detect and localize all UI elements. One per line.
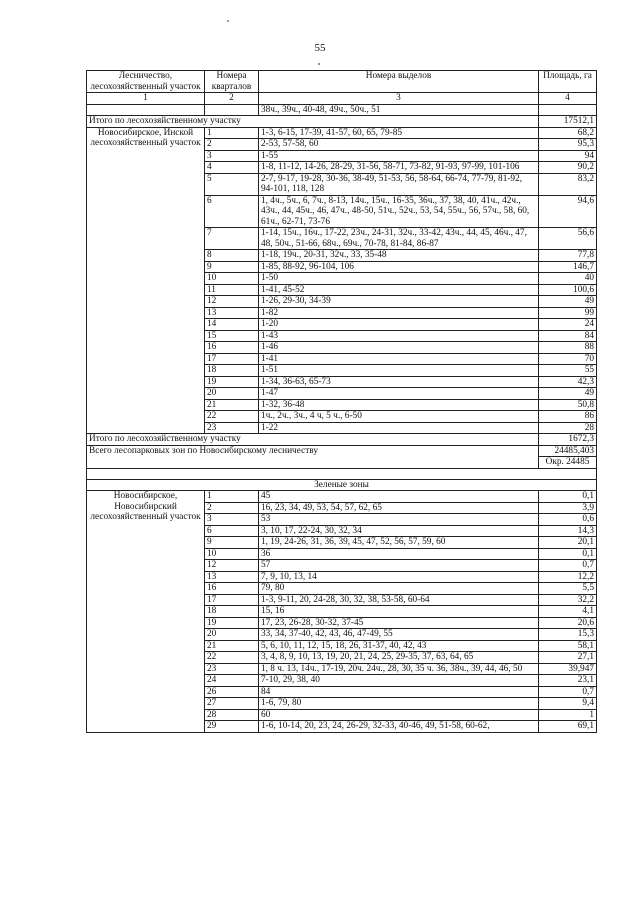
table-row: [87, 491, 597, 503]
plots-cell: 1-3, 9-11, 20, 24-28, 30, 32, 38, 53-58, 60-64: [259, 594, 539, 606]
quarter-cell: 26: [205, 686, 259, 698]
quarter-cell: 11: [205, 284, 259, 296]
area-cell: 90,2: [539, 162, 597, 174]
area-cell: 20,1: [539, 537, 597, 549]
area-cell: 49: [539, 296, 597, 308]
spacer-row: [87, 468, 597, 479]
quarter-cell: 10: [205, 548, 259, 560]
area-cell: 0,1: [539, 548, 597, 560]
area-cell: 0,7: [539, 560, 597, 572]
plots-cell: 17, 23, 26-28, 30-32, 37-45: [259, 617, 539, 629]
index-cell: 4: [539, 93, 597, 105]
plots-cell: 1-32, 36-48: [259, 399, 539, 411]
area-cell: 20,6: [539, 617, 597, 629]
quarter-cell: 20: [205, 388, 259, 400]
area-cell: 56,6: [539, 228, 597, 250]
quarter-cell: 15: [205, 330, 259, 342]
plots-cell: 1-22: [259, 422, 539, 434]
quarter-cell: 21: [205, 399, 259, 411]
quarter-cell: 3: [205, 514, 259, 526]
forestry-cell: Новосибирское, Новосибирский лесохозяйственный участок: [87, 491, 205, 733]
plots-cell: 15, 16: [259, 606, 539, 618]
area-cell: 23,1: [539, 675, 597, 687]
total-area: 1672,3: [539, 434, 597, 446]
forest-areas-table: [86, 70, 597, 733]
quarter-cell: 2: [205, 502, 259, 514]
plots-cell: 33, 34, 37-40, 42, 43, 46, 47-49, 55: [259, 629, 539, 641]
plots-cell: 3, 4, 8, 9, 10, 13, 19, 20, 21, 24, 25, 29-35, 37, 63, 64, 65: [259, 652, 539, 664]
plots-cell: 1, 4ч., 5ч., 6, 7ч., 8-13, 14ч., 15ч., 16-35, 36ч., 37, 38, 40, 41ч., 42ч., 43ч., 44, 45ч., 46, 47ч., 48-50, 51ч., 52ч., 53, 54, 55ч., 56, 57ч., 58, 60, 61ч., 62-71, 73-76: [259, 195, 539, 228]
plots-cell: 36: [259, 548, 539, 560]
quarter-cell: 22: [205, 411, 259, 423]
quarter-cell: 21: [205, 640, 259, 652]
section-title: Зеленые зоны: [87, 479, 597, 491]
index-cell: 3: [259, 93, 539, 105]
area-cell: 58,1: [539, 640, 597, 652]
plots-cell: 1-6, 79, 80: [259, 698, 539, 710]
area-cell: 1: [539, 709, 597, 721]
quarter-cell: 9: [205, 261, 259, 273]
index-cell: 2: [205, 93, 259, 105]
plots-cell: 1-3, 6-15, 17-39, 41-57, 60, 65, 79-85: [259, 127, 539, 139]
quarter-cell: 5: [205, 173, 259, 195]
quarter-cell: 1: [205, 491, 259, 503]
header-area: Площадь, га: [539, 71, 597, 93]
plots-cell: 1-20: [259, 319, 539, 331]
quarter-cell: 27: [205, 698, 259, 710]
area-cell: 15,3: [539, 629, 597, 641]
plots-cell: 1-18, 19ч., 20-31, 32ч., 33, 35-48: [259, 250, 539, 262]
quarter-cell: 1: [205, 127, 259, 139]
plots-cell: 1-51: [259, 365, 539, 377]
quarter-cell: 17: [205, 353, 259, 365]
area-cell: 32,2: [539, 594, 597, 606]
plots-cell: 1-85, 88-92, 96-104, 106: [259, 261, 539, 273]
plots-cell: 1-14, 15ч., 16ч., 17-22, 23ч., 24-31, 32ч., 33-42, 43ч., 44, 45, 46ч., 47, 48, 50ч., 51-66, 68ч., 69ч., 70-78, 81-84, 86-87: [259, 228, 539, 250]
area-cell: 4,1: [539, 606, 597, 618]
grand-total-approx: Окр. 24485: [539, 457, 597, 469]
area-cell: 5,5: [539, 583, 597, 595]
area-cell: 39,947: [539, 663, 597, 675]
quarter-cell: 16: [205, 583, 259, 595]
header-forestry: Лесничество, лесохозяйственный участок: [87, 71, 205, 93]
area-cell: 27,1: [539, 652, 597, 664]
area-cell: 0,7: [539, 686, 597, 698]
plots-cell: 79, 80: [259, 583, 539, 595]
plots-cell: 7-10, 29, 38, 40: [259, 675, 539, 687]
grand-total-row: [87, 445, 597, 457]
plots-cell: 45: [259, 491, 539, 503]
total-row: [87, 434, 597, 446]
quarter-cell: 12: [205, 296, 259, 308]
area-cell: 70: [539, 353, 597, 365]
quarter-cell: 29: [205, 721, 259, 733]
plots-cell: 1, 8 ч. 13, 14ч., 17-19, 20ч. 24ч., 28, 30, 35 ч. 36, 38ч., 39, 44, 46, 50: [259, 663, 539, 675]
plots-cell: 1-8, 11-12, 14-26, 28-29, 31-56, 58-71, 73-82, 91-93, 97-99, 101-106: [259, 162, 539, 174]
area-cell: 99: [539, 307, 597, 319]
table-row: [87, 127, 597, 139]
total-label: Итого по лесохозяйственному участку: [87, 434, 539, 446]
quarter-cell: 23: [205, 663, 259, 675]
quarter-cell: 2: [205, 139, 259, 151]
grand-total-label: Всего лесопарковых зон по Новосибирскому лесничеству: [87, 445, 539, 468]
scan-speck: [318, 63, 320, 65]
area-cell: 100,6: [539, 284, 597, 296]
area-cell: 88: [539, 342, 597, 354]
plots-cell: 38ч., 39ч., 40-48, 49ч., 50ч., 51: [259, 104, 539, 116]
quarter-cell: 24: [205, 675, 259, 687]
quarter-cell: 7: [205, 228, 259, 250]
quarter-cell: 28: [205, 709, 259, 721]
header-row: [87, 71, 597, 93]
quarter-cell: 17: [205, 594, 259, 606]
plots-cell: 5, 6, 10, 11, 12, 15, 18, 26, 31-37, 40, 42, 43: [259, 640, 539, 652]
quarter-cell: 22: [205, 652, 259, 664]
plots-cell: 60: [259, 709, 539, 721]
area-cell: 86: [539, 411, 597, 423]
quarter-cell: 13: [205, 307, 259, 319]
plots-cell: 1-6, 10-14, 20, 23, 24, 26-29, 32-33, 40-46, 49, 51-58, 60-62,: [259, 721, 539, 733]
area-cell: 77,8: [539, 250, 597, 262]
area-cell: 95,3: [539, 139, 597, 151]
header-quarters: Номера кварталов: [205, 71, 259, 93]
plots-cell: 2-53, 57-58, 60: [259, 139, 539, 151]
plots-cell: 1-46: [259, 342, 539, 354]
scan-speck: [227, 20, 229, 22]
plots-cell: 84: [259, 686, 539, 698]
area-cell: 24: [539, 319, 597, 331]
quarter-cell: 19: [205, 617, 259, 629]
area-cell: 0,6: [539, 514, 597, 526]
quarter-cell: 19: [205, 376, 259, 388]
area-cell: 94,6: [539, 195, 597, 228]
area-cell: 14,3: [539, 525, 597, 537]
area-cell: 146,7: [539, 261, 597, 273]
area-cell: 84: [539, 330, 597, 342]
total-label: Итого по лесохозяйственному участку: [87, 116, 539, 128]
quarter-cell: 6: [205, 525, 259, 537]
area-cell: 28: [539, 422, 597, 434]
plots-cell: 1-82: [259, 307, 539, 319]
area-cell: 0,1: [539, 491, 597, 503]
plots-cell: 53: [259, 514, 539, 526]
area-cell: 94: [539, 150, 597, 162]
area-cell: 68,2: [539, 127, 597, 139]
plots-cell: 1, 19, 24-26, 31, 36, 39, 45, 47, 52, 56, 57, 59, 60: [259, 537, 539, 549]
area-cell: 69,1: [539, 721, 597, 733]
plots-cell: 7, 9, 10, 13, 14: [259, 571, 539, 583]
forestry-cell: Новосибирское, Инской лесохозяйственный участок: [87, 127, 205, 434]
quarter-cell: 10: [205, 273, 259, 285]
area-cell: 42,3: [539, 376, 597, 388]
page-number: 55: [314, 42, 326, 54]
quarter-cell: 14: [205, 319, 259, 331]
area-cell: 3,9: [539, 502, 597, 514]
header-plots: Номера выделов: [259, 71, 539, 93]
quarter-cell: 6: [205, 195, 259, 228]
grand-total-area: 24485,403: [539, 445, 597, 457]
quarter-cell: 13: [205, 571, 259, 583]
area-cell: 9,4: [539, 698, 597, 710]
section-title-row: [87, 479, 597, 491]
plots-cell: 57: [259, 560, 539, 572]
area-cell: 12,2: [539, 571, 597, 583]
plots-cell: 1-50: [259, 273, 539, 285]
plots-cell: 2-7, 9-17, 19-28, 30-36, 38-49, 51-53, 56, 58-64, 66-74, 77-79, 81-92, 94-101, 118, 128: [259, 173, 539, 195]
area-cell: 83,2: [539, 173, 597, 195]
plots-cell: 1-47: [259, 388, 539, 400]
plots-cell: 1-26, 29-30, 34-39: [259, 296, 539, 308]
plots-cell: 3, 10, 17, 22-24, 30, 32, 34: [259, 525, 539, 537]
quarter-cell: 3: [205, 150, 259, 162]
total-row: [87, 116, 597, 128]
quarter-cell: 4: [205, 162, 259, 174]
quarter-cell: 16: [205, 342, 259, 354]
index-row: [87, 93, 597, 105]
plots-cell: 1-41, 45-52: [259, 284, 539, 296]
quarter-cell: 9: [205, 537, 259, 549]
quarter-cell: 23: [205, 422, 259, 434]
total-area: 17512,1: [539, 116, 597, 128]
area-cell: 49: [539, 388, 597, 400]
quarter-cell: 8: [205, 250, 259, 262]
plots-cell: 1-34, 36-63, 65-73: [259, 376, 539, 388]
plots-cell: 1-41: [259, 353, 539, 365]
plots-cell: 1-55: [259, 150, 539, 162]
plots-cell: 1ч., 2ч., 3ч., 4 ч, 5 ч., 6-50: [259, 411, 539, 423]
table-body: [87, 104, 597, 732]
area-cell: 55: [539, 365, 597, 377]
quarter-cell: 18: [205, 365, 259, 377]
plots-cell: 16, 23, 34, 49, 53, 54, 57, 62, 65: [259, 502, 539, 514]
plots-cell: 1-43: [259, 330, 539, 342]
quarter-cell: 20: [205, 629, 259, 641]
area-cell: 50,8: [539, 399, 597, 411]
area-cell: 40: [539, 273, 597, 285]
quarter-cell: 18: [205, 606, 259, 618]
index-cell: 1: [87, 93, 205, 105]
continuation-row: [87, 104, 597, 116]
quarter-cell: 12: [205, 560, 259, 572]
